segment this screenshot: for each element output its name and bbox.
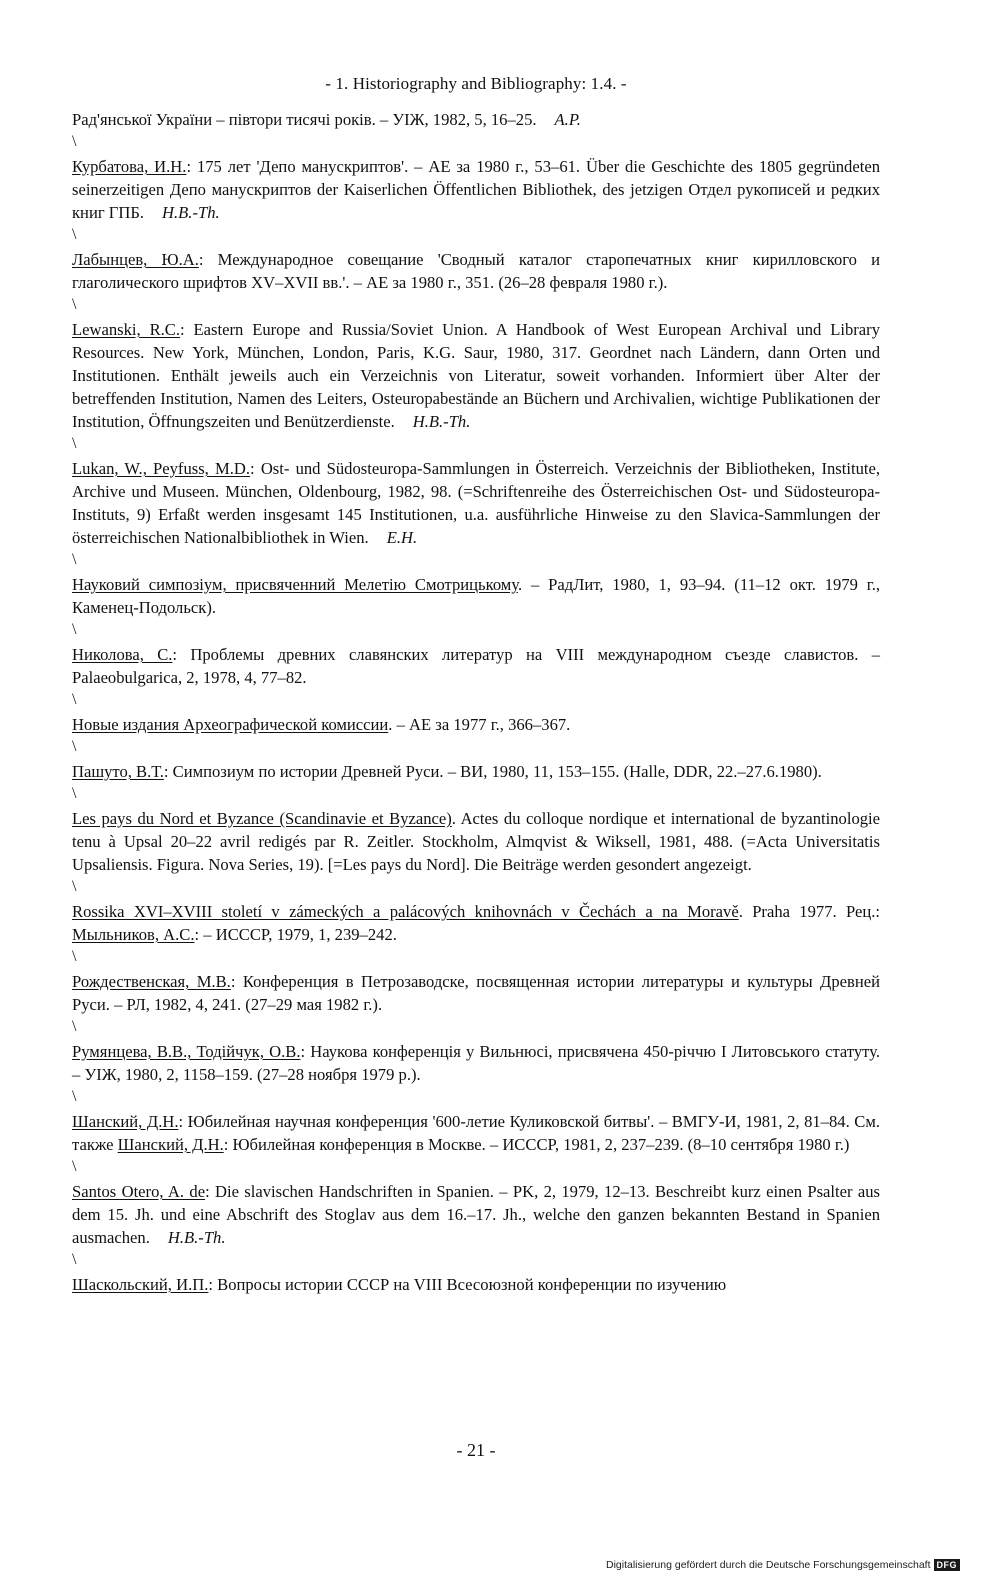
entry-author: Николова, С.: [72, 645, 173, 664]
entry-text: : Конференция в Петрозаводске, посвященная истории литературы и культуры Древней Руси. – РЛ, 1982, 4, 241. (27–29 мая 1982 г.).: [72, 972, 881, 1014]
entry-separator: \: [72, 1088, 77, 1105]
bibliography-entry: [72, 1273, 880, 1296]
entry-initials: H.B.-Th.: [162, 203, 220, 222]
credit-text: Digitalisierung gefördert durch die Deutsche Forschungsgemeinschaft: [605, 1559, 931, 1571]
entry-author: Les pays du Nord et Byzance (Scandinavie et Byzance): [72, 809, 452, 828]
running-header: - 1. Historiography and Bibliography: 1.4. -: [325, 74, 627, 93]
entry-author: Lukan, W., Peyfuss, M.D.: [72, 459, 251, 478]
entry-author: Лабынцев, Ю.А.: [72, 250, 199, 269]
entry-initials: A.P.: [554, 110, 581, 129]
entry-reviewer: Мыльников, А.С.: [72, 925, 195, 944]
entry-initials: H.B.-Th.: [167, 1228, 226, 1247]
entry-text: : Наукова конференція у Вильнюсі, присвячена 450-річчю I Литовського статуту. – УІЖ, 1980, 2, 1158–159. (27–28 ноября 1979 р.).: [72, 1042, 881, 1084]
entry-author: Рождественская, М.В.: [72, 972, 231, 991]
entry-text: . Praha 1977. Рец.:: [738, 902, 880, 921]
entry-author: Rossika XVI–XVIII století v zámeckých a palácových knihovnách v Čechách a na Moravě: [72, 902, 739, 921]
entry-cross-ref: Шанский, Д.Н.: [117, 1135, 224, 1154]
entry-separator: \: [72, 691, 77, 708]
entry-text: : Вопросы истории СССР на VIII Всесоюзной конференции по изучению: [208, 1275, 727, 1294]
entry-author: Курбатова, И.Н.: [72, 157, 187, 176]
entry-separator: \: [72, 1251, 77, 1268]
entry-text: : 175 лет 'Депо манускриптов'. – АЕ за 1980 г., 53–61. Über die Geschichte des 1805 gegründeten seinerzeitigen Депо манускриптов der Kaiserlichen Öffentlichen Bibliothek, des jetzigen Отдел рукописей и редких книг ГПБ.: [72, 157, 880, 222]
entry-author: Румянцева, В.В., Тодійчук, О.В.: [72, 1042, 301, 1061]
entry-separator: \: [72, 785, 77, 802]
entry-text: : Юбилейная научная конференция '600-летие Куликовской битвы'. – ВМГУ-И, 1981, 2, 81–84. См. также: [72, 1112, 880, 1154]
entry-separator: \: [72, 435, 77, 452]
entry-initials: H.B.-Th.: [412, 412, 471, 431]
entry-author: Lewanski, R.C.: [72, 320, 181, 339]
bibliography-entry: [72, 248, 880, 294]
dfg-logo: DFG: [934, 1559, 961, 1571]
entry-separator: \: [72, 551, 77, 568]
bibliography-entry: [72, 1110, 880, 1156]
entry-author: Науковий симпозіум, присвяченний Мелетію Смотрицькому: [72, 575, 518, 594]
entry-text: : – ИССCP, 1979, 1, 239–242.: [194, 925, 397, 944]
bibliography-entry: [72, 318, 880, 433]
entry-author: Шанский, Д.Н.: [72, 1112, 179, 1131]
bibliography-entry: [72, 643, 880, 689]
entry-separator: \: [72, 621, 77, 638]
entry-text: : Die slavischen Handschriften in Spanien. – PK, 2, 1979, 12–13. Beschreibt kurz einen Psalter aus dem 15. Jh. und eine Abschrift des Stoglav aus dem 16.–17. Jh., welche den ganzen bekannten Bestand in Spanien ausmachen.: [72, 1182, 880, 1247]
bibliography-entry: [72, 1040, 880, 1086]
bibliography-entry: [72, 108, 880, 131]
entry-separator: \: [72, 226, 77, 243]
entry-author: Новые издания Археографической комиссии: [72, 715, 389, 734]
bibliography-entry: [72, 1180, 880, 1249]
entry-separator: \: [72, 133, 77, 150]
bibliography-entry: [72, 457, 880, 549]
entry-text: . – АЕ за 1977 г., 366–367.: [388, 715, 571, 734]
entry-initials: E.H.: [386, 528, 418, 547]
entry-text: : Симпозиум по истории Древней Руси. – ВИ, 1980, 11, 153–155. (Halle, DDR, 22.–27.6.1980).: [163, 762, 822, 781]
entry-text: . Actes du colloque nordique et international de byzantinologie tenu à Upsal 20–22 avril redigés par R. Zeitler. Stockholm, Almqvist & Wiksell, 1981, 488. (=Acta Universitatis Upsaliensis. Figura. Nova Series, 19). [=Les pays du Nord]. Die Beiträge werden gesondert angezeigt.: [72, 809, 881, 874]
entry-author: Santos Otero, A. de: [72, 1182, 206, 1201]
bibliography-entry: [72, 573, 880, 619]
entry-text: : Проблемы древних славянских литератур на VIII международном съезде славистов. – Palaeobulgarica, 2, 1978, 4, 77–82.: [72, 645, 880, 687]
bibliography-entry: [72, 970, 880, 1016]
bibliography-entry: [72, 900, 880, 946]
entry-separator: \: [72, 948, 77, 965]
entry-separator: \: [72, 1018, 77, 1035]
entry-separator: \: [72, 1158, 77, 1175]
entry-text: : Международное совещание 'Сводный каталог старопечатных книг кирилловского и глаголического шрифтов XV–XVII вв.'. – АЕ за 1980 г., 351. (26–28 февраля 1980 г.).: [72, 250, 880, 292]
entry-text: : Ost- und Südosteuropa-Sammlungen in Österreich. Verzeichnis der Bibliotheken, Institute, Archive und Museen. München, Oldenbourg, 1982, 98. (=Schriftenreihe des Österreichischen Ost- und Südosteuropa-Instituts, 9) Erfaßt werden insgesamt 145 Institutionen, u.a. ausführliche Hinweise zu den Slavica-Sammlungen der österreichischen Nationalbibliothek in Wien.: [72, 459, 881, 547]
bibliography-entry: [72, 807, 880, 876]
entry-author: Пашуто, В.Т.: [72, 762, 164, 781]
page-number: - 21 -: [456, 1440, 496, 1460]
entry-text: . – РадЛит, 1980, 1, 93–94. (11–12 окт. 1979 г., Каменец-Подольск).: [72, 575, 881, 617]
entry-separator: \: [72, 296, 77, 313]
entry-separator: \: [72, 738, 77, 755]
bibliography-entry: [72, 713, 880, 736]
entry-text: : Юбилейная конференция в Москве. – ИССCP, 1981, 2, 237–239. (8–10 сентября 1980 г.): [223, 1135, 850, 1154]
entry-text: Рад'янської України – півтори тисячі років. – УІЖ, 1982, 5, 16–25.: [72, 110, 537, 129]
entry-separator: \: [72, 878, 77, 895]
bibliography-list: [72, 108, 880, 1296]
bibliography-entry: [72, 155, 880, 224]
entry-text: : Eastern Europe and Russia/Soviet Union. A Handbook of West European Archival und Library Resources. New York, München, London, Paris, K.G. Saur, 1980, 317. Geordnet nach Ländern, dann Orten und Institutionen. Enthält jeweils auch ein Verzeichnis von Literatur, soweit vorhanden. Informiert über Alter der betreffenden Institution, Namen des Leiters, Osteuropabestände an Büchern und Archivalien, wichtige Publikationen der Institution, Öffnungszeiten und Benützerdienste.: [72, 320, 880, 431]
bibliography-entry: [72, 760, 880, 783]
entry-author: Шаскольский, И.П.: [72, 1275, 209, 1294]
digitization-credit: [606, 1559, 960, 1571]
